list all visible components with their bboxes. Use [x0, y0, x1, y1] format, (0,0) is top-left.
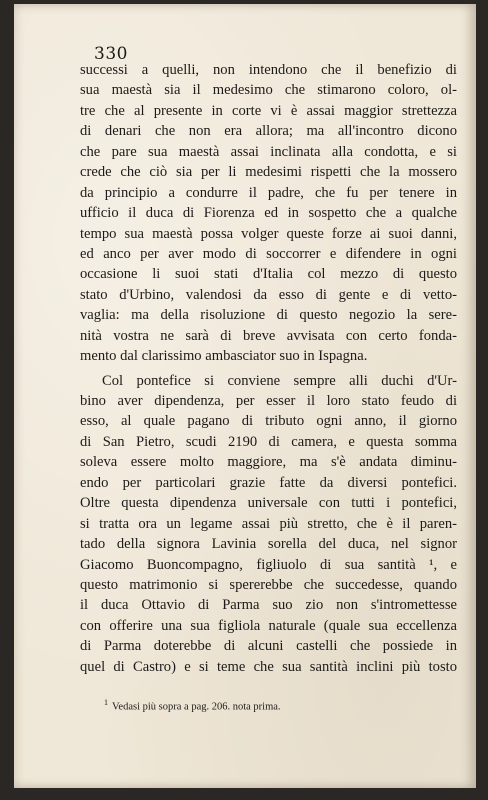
- text-line: Col pontefice si conviene sempre alli duchi d'Ur-: [102, 372, 457, 389]
- text-line: endo per particolari grazie fatte da diversi pontefici.: [80, 474, 457, 491]
- text-line: mento dal clarissimo ambasciator suo in Ispagna.: [80, 348, 368, 365]
- page-number: 330: [94, 44, 128, 64]
- footnote: [104, 698, 444, 713]
- text-line: vaglia: ma della risoluzione di questo negozio la sere-: [80, 307, 457, 324]
- text-line: ufficio il duca di Fiorenza ed in sospetto che a qualche: [80, 205, 457, 222]
- text-line: bino aver dipendenza, per esser il loro stato feudo di: [80, 393, 457, 409]
- text-line: occasione li suoi stati d'Italia col mezzo di questo: [80, 266, 457, 283]
- text-line: tempo sua maestà possa volger queste forze ai suoi danni,: [80, 225, 457, 242]
- footnote-text: Vedasi più sopra a pag. 206. nota prima.: [112, 701, 281, 713]
- page-body: [80, 60, 457, 677]
- text-line: Giacomo Buoncompagno, figliuolo di sua santità ¹, e: [80, 556, 457, 573]
- text-line: esso, al quale pagano di tributo ogni anno, il giorno: [80, 413, 457, 430]
- text-line: di San Pietro, scudi 2190 di camera, e questa somma: [80, 433, 457, 450]
- text-line: sua maestà sia il medesimo che stimarono coloro, ol-: [80, 82, 457, 99]
- text-line: con offerire una sua figliola naturale (quale sua eccellenza: [80, 617, 457, 634]
- text-line: Oltre questa dipendenza universale con tutti i pontefici,: [80, 495, 457, 512]
- text-line: nità vostra ne sarà di breve avvisata con certo fonda-: [80, 327, 457, 344]
- text-line: quel di Castro) e si teme che sua santità inclini più tosto: [80, 658, 457, 675]
- footnote-marker: 1: [104, 698, 108, 707]
- text-line: successi a quelli, non intendono che il benefizio di: [80, 62, 457, 78]
- text-line: questo matrimonio si spererebbe che succedesse, quando: [80, 576, 457, 593]
- text-line: di Parma doterebbe di alcuni castelli che possiede in: [80, 638, 457, 655]
- text-line: stato d'Urbino, valendosi da esso di gente e di vetto-: [80, 286, 457, 303]
- text-line: il duca Ottavio di Parma suo zio non s'intromettesse: [80, 597, 457, 614]
- text-line: che pare sua maestà assai inclinata alla condotta, e si: [80, 143, 457, 160]
- text-line: ed anco per aver modo di soccorrer e difendere in ogni: [80, 245, 457, 262]
- text-line: si tratta ora un legame assai più stretto, che è il paren-: [80, 515, 457, 532]
- text-line: da principio a condurre il padre, che fu per tenere in: [80, 184, 457, 201]
- text-line: di denari che non era allora; ma all'incontro dicono: [80, 123, 457, 140]
- text-line: soleva essere molto maggiore, ma s'è andata diminu-: [80, 454, 457, 471]
- text-line: crede che ciò sia per li medesimi rispetti che la mossero: [80, 164, 457, 181]
- text-line: tado della signora Lavinia sorella del duca, nel signor: [80, 536, 457, 553]
- text-line: tre che al presente in corte vi è assai maggior strettezza: [80, 102, 457, 119]
